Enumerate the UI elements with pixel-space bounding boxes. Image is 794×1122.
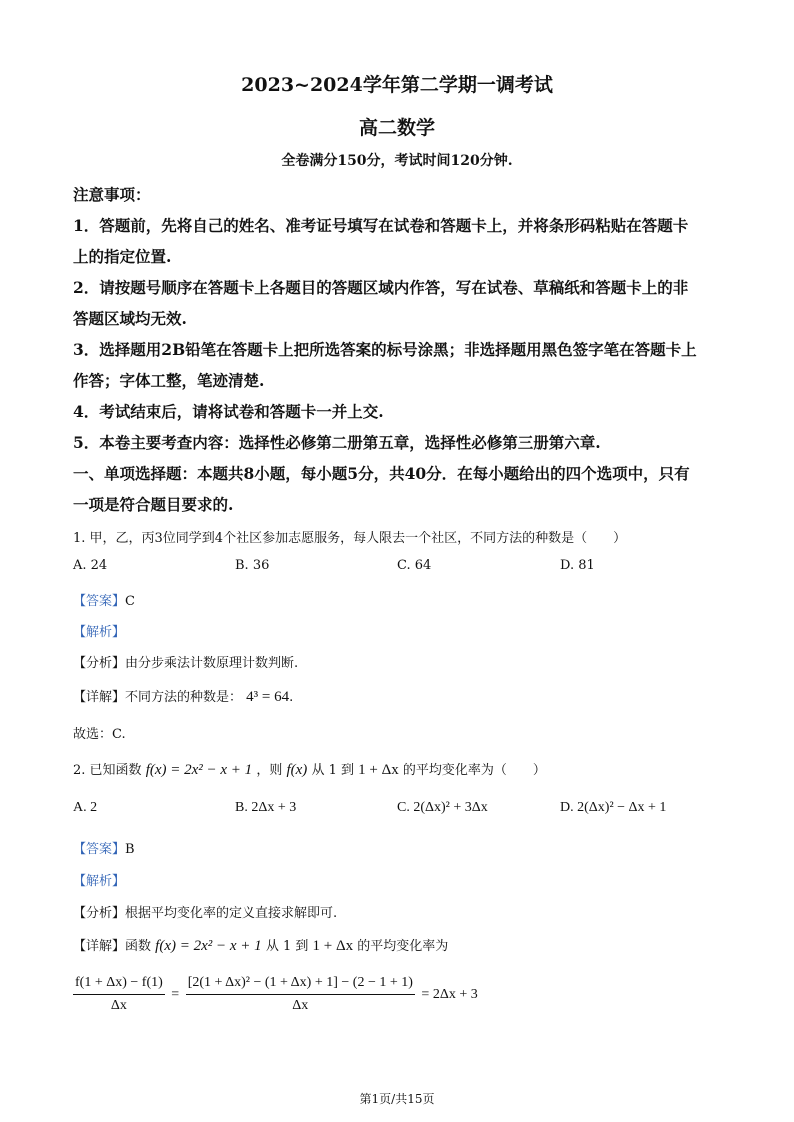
q2-stem-mid2: 从 1 到 (311, 763, 354, 778)
q1-detail-text: 不同方法的种数是： (125, 690, 243, 705)
q1-detail-math: 4³ = 64 (246, 689, 290, 705)
fraction-rhs (186, 975, 415, 1014)
analysis-tag: 【解析】 (73, 625, 126, 640)
fraction-denominator: Δx (292, 998, 309, 1013)
q2-stem (73, 759, 546, 779)
q2-fenxi: 根据平均变化率的定义直接求解即可. (125, 906, 338, 921)
q2-option-a: A. 2 (73, 800, 98, 815)
analysis-tag: 【解析】 (73, 874, 126, 889)
q2-detail-suffix: 的平均变化率为 (357, 939, 449, 954)
q2-option-b: B. 2Δx + 3 (235, 800, 297, 815)
q1-fenxi: 由分步乘法计数原理计数判断. (125, 656, 299, 671)
q2-answer-line (73, 838, 135, 857)
section-heading: 一、单项选择题：本题共8小题，每小题5分，共40分．在每小题给出的四个选项中，只有 (73, 464, 690, 483)
notice-line: 4．考试结束后，请将试卷和答题卡一并上交. (73, 402, 384, 421)
q2-option-c: C. 2(Δx)² + 3Δx (397, 800, 488, 815)
fraction-numerator: [2(1 + Δx)² − (1 + Δx) + 1] − (2 − 1 + 1) (186, 975, 415, 995)
notice-heading: 注意事项： (73, 185, 151, 204)
q2-detail-mid: 从 1 到 (265, 939, 309, 954)
notice-line: 1．答题前，先将自己的姓名、准考证号填写在试卷和答题卡上，并将条形码粘贴在答题卡 (73, 216, 689, 235)
notice-line: 上的指定位置. (73, 247, 172, 266)
exam-subject: 高二数学 (358, 117, 435, 139)
page-number: 第1页/共15页 (359, 1092, 435, 1106)
notice-line: 2．请按题号顺序在答题卡上各题目的答题区域内作答，写在试卷、草稿纸和答题卡上的非 (73, 278, 689, 297)
fraction-denominator: Δx (110, 998, 127, 1013)
q2-stem-mid: ，则 (256, 763, 283, 778)
q2-option-d: D. 2(Δx)² − Δx + 1 (560, 800, 667, 815)
q2-detail-line (73, 935, 448, 955)
notice-line: 3．选择题用2B铅笔在答题卡上把所选答案的标号涂黑；非选择题用黑色签字笔在答题卡上 (73, 340, 697, 359)
q2-stem-prefix: 2. 已知函数 (73, 763, 142, 778)
answer-tag: 【答案】 (73, 842, 126, 857)
notice-line: 答题区域均无效. (73, 309, 187, 328)
q1-detail-end: . (289, 690, 294, 705)
q2-detail-prefix: 函数 (125, 939, 152, 954)
exam-title: 2023~2024学年第二学期一调考试 (241, 74, 553, 96)
q1-stem: 1. 甲，乙，丙3位同学到4个社区参加志愿服务，每人限去一个社区，不同方法的种数是（ ） (73, 531, 627, 546)
q2-answer: B (125, 842, 135, 857)
q1-detail-line (73, 686, 293, 706)
q1-fenxi-line (73, 652, 298, 671)
q2-fx: f(x) (286, 762, 308, 778)
q1-choose: 故选：C. (73, 727, 126, 742)
notice-line: 作答；字体工整，笔迹清楚. (73, 371, 265, 390)
q1-answer: C (125, 594, 135, 609)
q1-option-d: D. 81 (560, 558, 595, 573)
section-heading-cont: 一项是符合题目要求的. (73, 495, 234, 514)
detail-tag: 【详解】 (73, 939, 126, 954)
exam-info: 全卷满分150分，考试时间120分钟. (281, 153, 513, 169)
q2-fenxi-line (73, 902, 337, 921)
q2-stem-suffix: 的平均变化率为（ ） (402, 763, 546, 778)
q2-delta: 1 + Δx (358, 762, 399, 778)
q1-answer-line (73, 590, 135, 609)
fenxi-tag: 【分析】 (73, 906, 126, 921)
notice-line: 5．本卷主要考查内容：选择性必修第二册第五章，选择性必修第三册第六章. (73, 433, 601, 452)
q2-func: f(x) = 2x² − x + 1 (145, 762, 253, 778)
fenxi-tag: 【分析】 (73, 656, 126, 671)
q1-option-a: A. 24 (73, 558, 108, 573)
fraction-numerator: f(1 + Δx) − f(1) (73, 975, 165, 995)
q2-detail-delta: 1 + Δx (312, 938, 354, 954)
q1-option-b: B. 36 (235, 558, 270, 573)
equation-result: = 2Δx + 3 (421, 986, 478, 1002)
q2-equation: $\frac{f(1 + \Delta x) - f(1)}{\Delta x}$ = $\frac{\text{[2(1 + Δx)² − (1 + Δx) + 1] − (2 − 1 + 1)}}{\Delta x}$ = 2Δx + 3 (75, 975, 478, 1013)
answer-tag: 【答案】 (73, 594, 126, 609)
q1-option-c: C. 64 (397, 558, 432, 573)
fraction-lhs (73, 975, 165, 1014)
q2-detail-func: f(x) = 2x² − x + 1 (155, 938, 262, 954)
detail-tag: 【详解】 (73, 690, 126, 705)
